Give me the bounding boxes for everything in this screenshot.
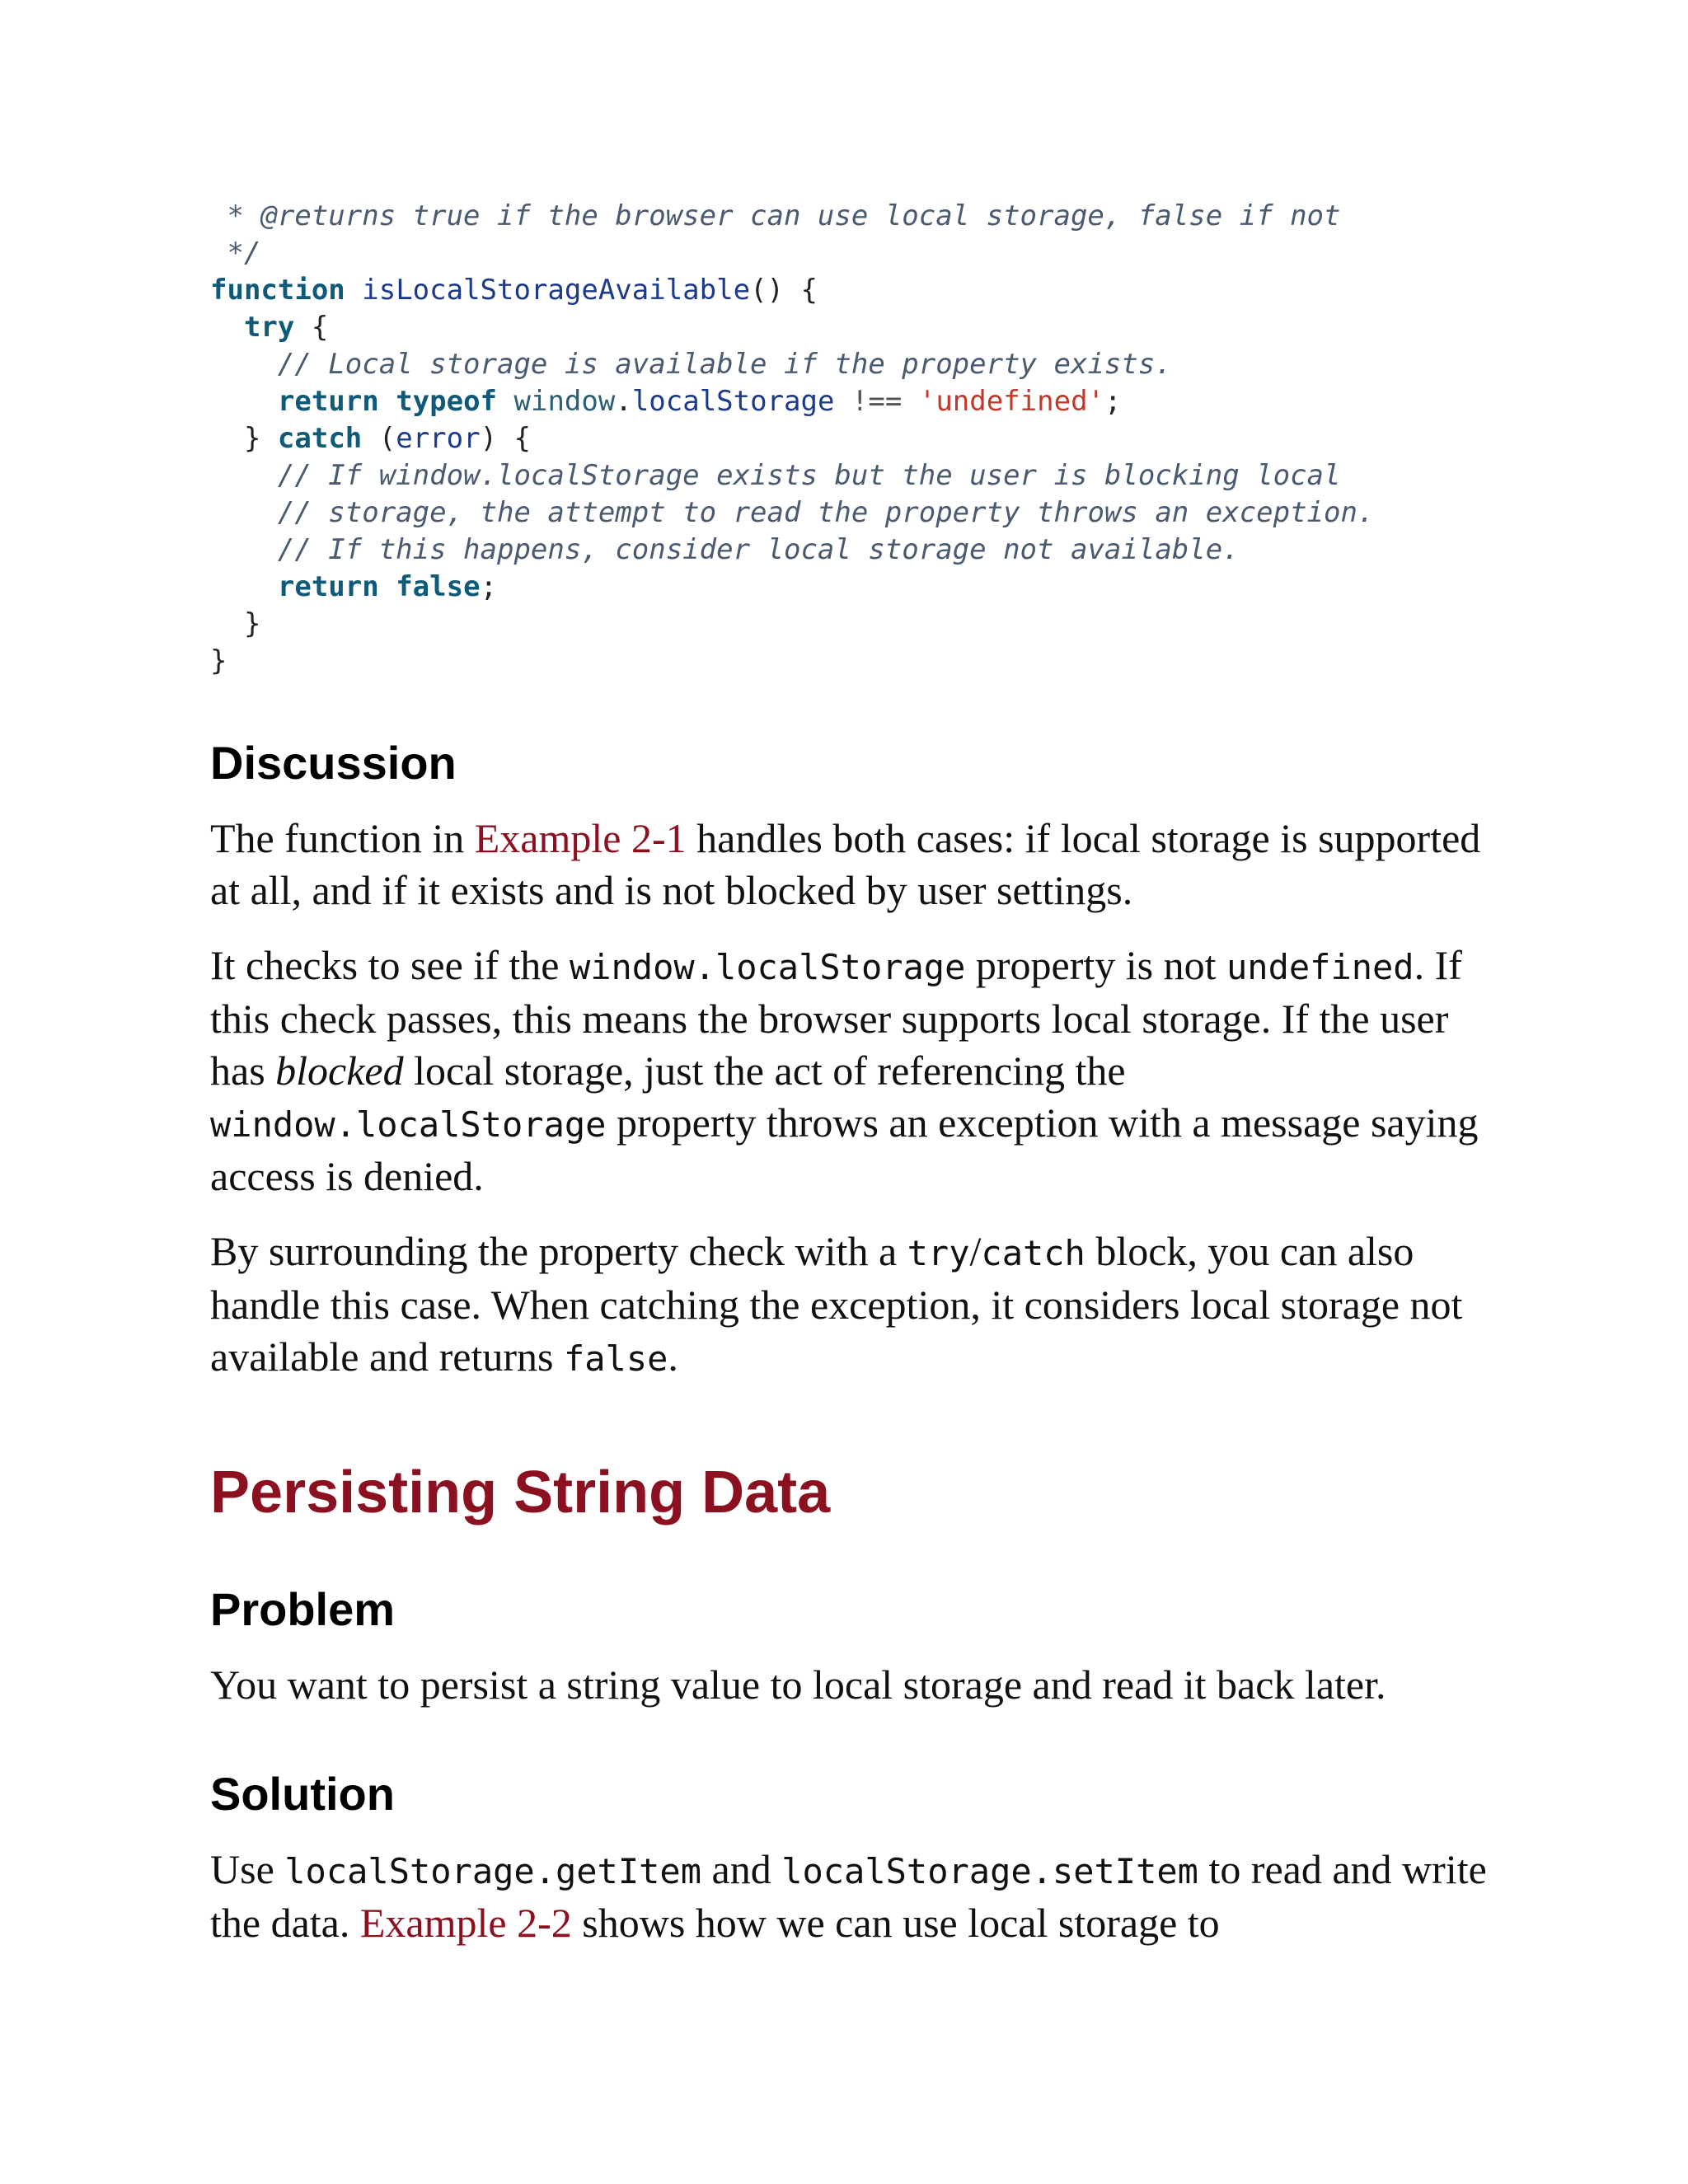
- text: /: [969, 1228, 982, 1274]
- text: property throws an exception with a message saying access is denied.: [210, 1099, 1479, 1199]
- inline-code: false: [563, 1338, 668, 1379]
- code-keyword: try: [243, 311, 295, 344]
- code-punct: (: [362, 422, 396, 455]
- discussion-paragraph-1: [210, 813, 1512, 916]
- code-comment: // If window.localStorage exists but the user is blocking local: [277, 459, 1341, 492]
- code-comment: // Local storage is available if the property exists.: [277, 348, 1172, 381]
- text: shows how we can use local storage to: [571, 1900, 1220, 1946]
- text: It checks to see if the: [210, 942, 570, 988]
- text: handles both cases: if local storage is supported at all, and if it exists and is not blocked by user settings.: [210, 815, 1481, 913]
- code-function-name: isLocalStorageAvailable: [362, 274, 751, 307]
- code-punct: () {: [750, 274, 818, 307]
- code-punct: }: [243, 422, 278, 455]
- example-2-1-link[interactable]: Example 2-1: [474, 815, 687, 861]
- code-punct: ;: [1104, 385, 1122, 418]
- code-punct: {: [294, 311, 329, 344]
- text: block, you can also handle this case. When catching the exception, it considers local storage not available and returns: [210, 1228, 1463, 1380]
- text: local storage, just the act of referencing the: [403, 1047, 1126, 1094]
- code-comment: */: [210, 237, 261, 269]
- code-keyword: function: [210, 274, 345, 307]
- page: [210, 198, 1512, 1949]
- code-property: localStorage: [631, 385, 835, 418]
- code-string: 'undefined': [918, 385, 1105, 418]
- section-title: Persisting String Data: [210, 1460, 831, 1526]
- code-operator: !==: [851, 385, 903, 418]
- code-identifier: window: [513, 385, 616, 418]
- example-2-2-link[interactable]: Example 2-2: [359, 1900, 572, 1946]
- inline-code: catch: [981, 1233, 1085, 1273]
- text: .: [668, 1333, 678, 1380]
- inline-code: window.localStorage: [569, 947, 966, 987]
- inline-code: window.localStorage: [210, 1104, 607, 1145]
- code-keyword: false: [396, 570, 481, 603]
- code-comment: * @returns true if the browser can use local storage, false if not: [210, 199, 1341, 232]
- code-punct: ;: [480, 570, 498, 603]
- code-keyword: typeof: [396, 385, 498, 418]
- code-punct: ) {: [480, 422, 531, 455]
- text: property is not: [965, 942, 1227, 988]
- code-block: [210, 198, 1512, 680]
- text: By surrounding the property check with a: [210, 1228, 907, 1274]
- code-punct: .: [615, 385, 632, 418]
- code-keyword: return: [277, 570, 379, 603]
- inline-code: undefined: [1226, 947, 1414, 987]
- discussion-heading: Discussion: [210, 737, 457, 789]
- discussion-paragraph-3: [210, 1226, 1512, 1385]
- inline-code: localStorage.getItem: [284, 1851, 701, 1891]
- text: to read and write the data.: [210, 1846, 1487, 1946]
- problem-heading: Problem: [210, 1583, 396, 1635]
- text: and: [701, 1846, 782, 1892]
- inline-code: localStorage.setItem: [781, 1851, 1198, 1891]
- text: Use: [210, 1846, 285, 1892]
- discussion-paragraph-2: [210, 940, 1512, 1202]
- emphasis: blocked: [275, 1047, 404, 1094]
- code-comment: // storage, the attempt to read the property throws an exception.: [277, 496, 1375, 529]
- solution-heading: Solution: [210, 1768, 395, 1820]
- text: The function in: [210, 815, 475, 861]
- code-punct: }: [210, 607, 261, 640]
- problem-paragraph: You want to persist a string value to local storage and read it back later.: [210, 1661, 1386, 1708]
- code-keyword: catch: [277, 422, 363, 455]
- code-punct: }: [210, 644, 227, 677]
- code-comment: // If this happens, consider local storage not available.: [277, 533, 1240, 566]
- code-identifier: error: [396, 422, 481, 455]
- inline-code: try: [907, 1233, 970, 1273]
- solution-paragraph: [210, 1844, 1512, 1949]
- text: . If this check passes, this means the browser supports local storage. If the user has: [210, 942, 1462, 1094]
- code-keyword: return: [277, 385, 379, 418]
